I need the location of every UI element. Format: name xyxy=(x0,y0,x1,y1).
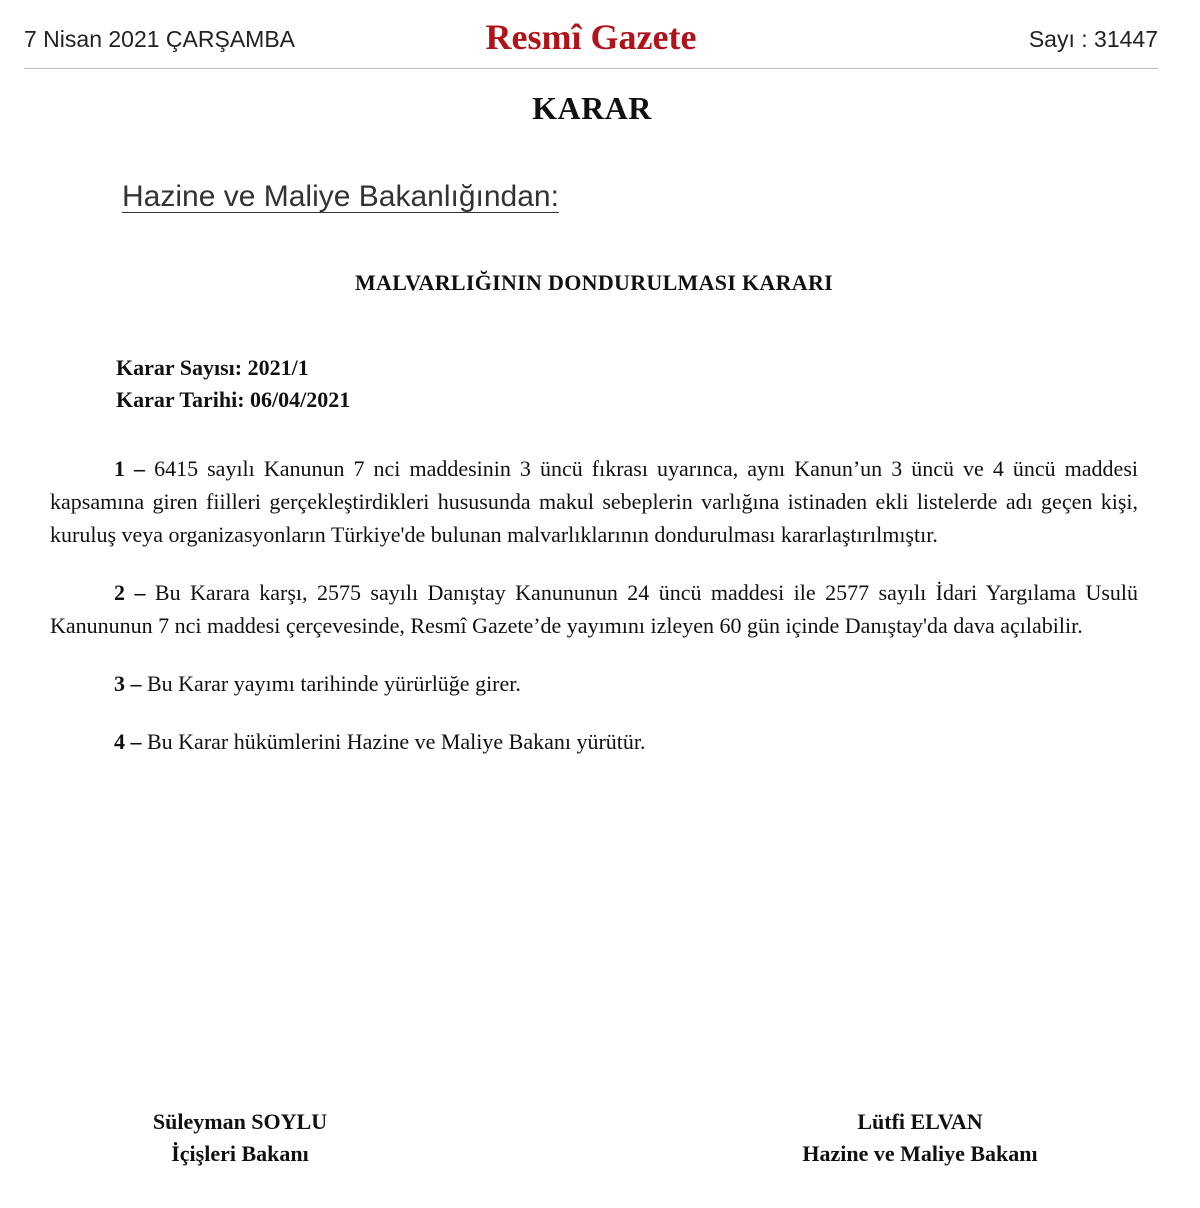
decision-title: MALVARLIĞININ DONDURULMASI KARARI xyxy=(354,270,834,295)
gazette-title: Resmî Gazete xyxy=(485,17,697,57)
publication-date: 7 Nisan 2021 ÇARŞAMBA xyxy=(24,26,296,52)
article-number: 1 – xyxy=(114,456,146,481)
article-list xyxy=(50,452,1138,783)
article-number: 2 – xyxy=(114,580,146,605)
decision-number: Karar Sayısı: 2021/1 xyxy=(116,355,309,380)
article-1 xyxy=(50,452,1138,551)
article-2 xyxy=(50,576,1138,642)
decision-meta xyxy=(116,352,350,416)
article-text: 6415 sayılı Kanunun 7 nci maddesinin 3 üncü fıkrası uyarınca, aynı Kanun’un 3 üncü ve 4 üncü maddesi kapsamına giren fiilleri gerçekleştirdikleri hususunda makul sebeplerin varlığına istinaden ekli listelerde adı geçen kişi, kuruluş veya organizasyonların Türkiye'de bulunan malvarlıklarının dondurulması kararlaştırılmıştır. xyxy=(50,456,1138,547)
gazette-header xyxy=(24,14,1158,69)
article-text: Bu Karar hükümlerini Hazine ve Maliye Bakanı yürütür. xyxy=(141,729,646,754)
signatory-role: Hazine ve Maliye Bakanı xyxy=(802,1141,1038,1166)
article-4 xyxy=(50,725,1138,758)
signatory-name: Lütfi ELVAN xyxy=(857,1109,983,1134)
article-3 xyxy=(50,667,1138,700)
signatory-name: Süleyman SOYLU xyxy=(152,1109,328,1134)
issuing-ministry: Hazine ve Maliye Bakanlığından: xyxy=(122,180,559,213)
article-text: Bu Karara karşı, 2575 sayılı Danıştay Kanununun 24 üncü maddesi ile 2577 sayılı İdari Yargılama Usulü Kanununun 7 nci maddesi çerçevesinde, Resmî Gazete’de yayımını izleyen 60 gün içinde Danıştay'da dava açılabilir. xyxy=(50,580,1139,638)
article-number: 3 – xyxy=(114,671,142,696)
signature-block-left xyxy=(110,1106,370,1170)
issue-number: Sayı : 31447 xyxy=(1028,26,1158,52)
signature-block-right xyxy=(760,1106,1080,1170)
article-text: Bu Karar yayımı tarihinde yürürlüğe girer. xyxy=(141,671,521,696)
decision-date: Karar Tarihi: 06/04/2021 xyxy=(116,387,351,412)
document-type: KARAR xyxy=(532,90,652,126)
article-number: 4 – xyxy=(114,729,142,754)
signatory-role: İçişleri Bakanı xyxy=(171,1141,309,1166)
